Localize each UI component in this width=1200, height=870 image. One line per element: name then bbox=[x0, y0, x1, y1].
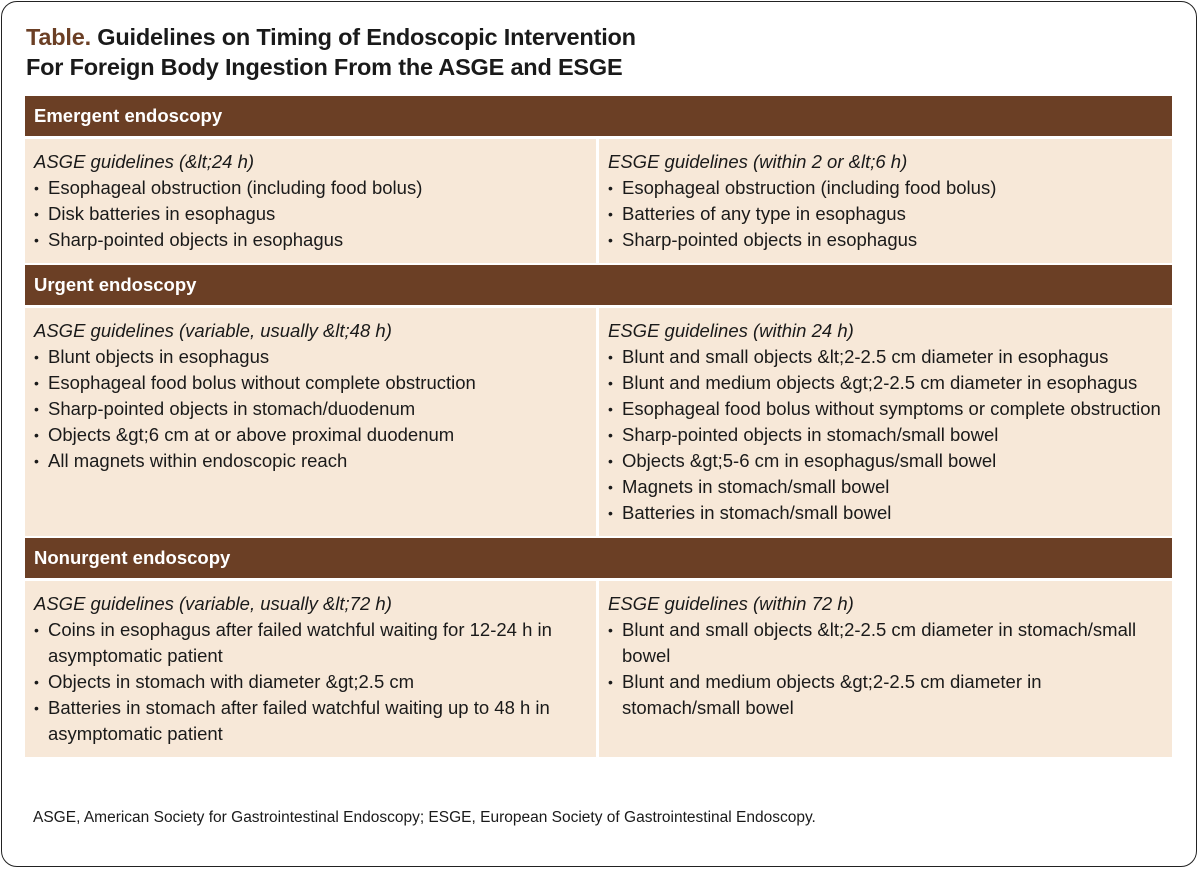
section-header-emergent: Emergent endoscopy bbox=[25, 96, 1172, 136]
list-item: • Sharp-pointed objects in stomach/small bowel bbox=[608, 422, 1164, 448]
asge-heading: ASGE guidelines (variable, usually &lt;48 h) bbox=[34, 320, 392, 341]
list-item: • Esophageal obstruction (including food bolus) bbox=[608, 175, 1164, 201]
asge-list bbox=[34, 617, 588, 747]
title-text-1: Guidelines on Timing of Endoscopic Intervention bbox=[90, 24, 636, 50]
list-item: • Batteries in stomach/small bowel bbox=[608, 500, 1164, 526]
asge-heading: ASGE guidelines (&lt;24 h) bbox=[34, 151, 255, 172]
list-item: • Esophageal obstruction (including food bolus) bbox=[34, 175, 588, 201]
title-line-1 bbox=[26, 22, 636, 52]
list-item: • Coins in esophagus after failed watchful waiting for 12-24 h in asymptomatic patient bbox=[34, 617, 588, 669]
list-item: • Objects &gt;5-6 cm in esophagus/small bowel bbox=[608, 448, 1164, 474]
list-item: • Magnets in stomach/small bowel bbox=[608, 474, 1164, 500]
esge-list bbox=[608, 617, 1164, 721]
esge-cell bbox=[599, 308, 1172, 536]
list-item: • Objects in stomach with diameter &gt;2.5 cm bbox=[34, 669, 588, 695]
asge-cell bbox=[25, 581, 596, 757]
section-row-emergent bbox=[25, 139, 1172, 263]
title-label: Table. bbox=[26, 24, 91, 50]
list-item: • Blunt and small objects &lt;2-2.5 cm diameter in esophagus bbox=[608, 344, 1164, 370]
title-line-2: For Foreign Body Ingestion From the ASGE and ESGE bbox=[26, 54, 623, 80]
list-item: • Esophageal food bolus without symptoms or complete obstruction bbox=[608, 396, 1164, 422]
list-item: • Blunt objects in esophagus bbox=[34, 344, 588, 370]
list-item: • Sharp-pointed objects in esophagus bbox=[608, 227, 1164, 253]
esge-heading: ESGE guidelines (within 24 h) bbox=[608, 320, 854, 341]
asge-list bbox=[34, 344, 588, 474]
guidelines-table bbox=[25, 96, 1172, 757]
section-row-urgent bbox=[25, 308, 1172, 536]
list-item: • Sharp-pointed objects in stomach/duodenum bbox=[34, 396, 588, 422]
esge-list bbox=[608, 175, 1164, 253]
list-item: • Batteries of any type in esophagus bbox=[608, 201, 1164, 227]
list-item: • Objects &gt;6 cm at or above proximal duodenum bbox=[34, 422, 588, 448]
asge-heading: ASGE guidelines (variable, usually &lt;72 h) bbox=[34, 593, 392, 614]
list-item: • Blunt and medium objects &gt;2-2.5 cm diameter in esophagus bbox=[608, 370, 1164, 396]
asge-list bbox=[34, 175, 588, 253]
table-footnote: ASGE, American Society for Gastrointestinal Endoscopy; ESGE, European Society of Gastrointestinal Endoscopy. bbox=[33, 809, 816, 826]
esge-heading: ESGE guidelines (within 72 h) bbox=[608, 593, 854, 614]
asge-cell bbox=[25, 139, 596, 263]
esge-heading: ESGE guidelines (within 2 or &lt;6 h) bbox=[608, 151, 908, 172]
list-item: • All magnets within endoscopic reach bbox=[34, 448, 588, 474]
list-item: • Sharp-pointed objects in esophagus bbox=[34, 227, 588, 253]
asge-cell bbox=[25, 308, 596, 536]
list-item: • Blunt and medium objects &gt;2-2.5 cm diameter in stomach/small bowel bbox=[608, 669, 1164, 721]
list-item: • Batteries in stomach after failed watchful waiting up to 48 h in asymptomatic patient bbox=[34, 695, 588, 747]
esge-list bbox=[608, 344, 1164, 526]
section-row-nonurgent bbox=[25, 581, 1172, 757]
list-item: • Esophageal food bolus without complete obstruction bbox=[34, 370, 588, 396]
esge-cell bbox=[599, 139, 1172, 263]
esge-cell bbox=[599, 581, 1172, 757]
list-item: • Blunt and small objects &lt;2-2.5 cm diameter in stomach/small bowel bbox=[608, 617, 1164, 669]
table-title bbox=[26, 22, 636, 82]
section-header-urgent: Urgent endoscopy bbox=[25, 265, 1172, 305]
list-item: • Disk batteries in esophagus bbox=[34, 201, 588, 227]
section-header-nonurgent: Nonurgent endoscopy bbox=[25, 538, 1172, 578]
